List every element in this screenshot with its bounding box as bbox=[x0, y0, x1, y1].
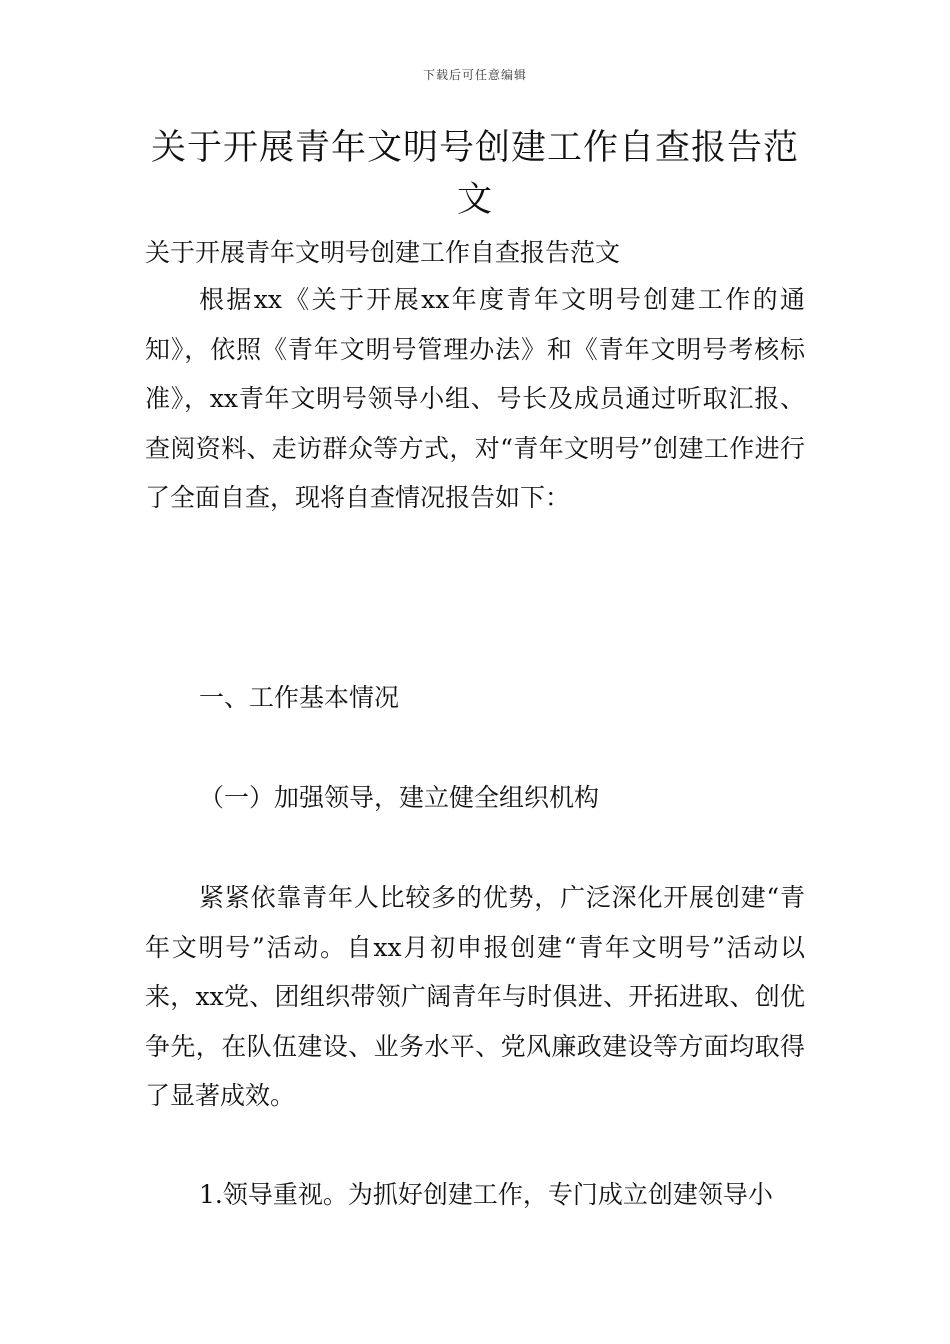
subsection-heading: （一）加强领导，建立健全组织机构 bbox=[199, 783, 600, 812]
section-heading: 一、工作基本情况 bbox=[199, 683, 400, 712]
intro-paragraph: 根据xx《关于开展xx年度青年文明号创建工作的通知》，依照《青年文明号管理办法》和《青年文明号考核标准》，xx青年文明号领导小组、号长及成员通过听取汇报、查阅资料、走访群众等方式，对“青年文明号”创建工作进行了全面自查，现将自查情况报告如下： bbox=[145, 285, 805, 512]
header-note: 下载后可任意编辑 bbox=[422, 68, 527, 82]
document-subtitle: 关于开展青年文明号创建工作自查报告范文 bbox=[145, 238, 621, 267]
list-item-paragraph: 1.领导重视。为抓好创建工作，专门成立创建领导小 bbox=[199, 1180, 773, 1209]
document-title: 关于开展青年文明号创建工作自查报告范文 bbox=[150, 128, 799, 220]
body-paragraph: 紧紧依靠青年人比较多的优势，广泛深化开展创建“青年文明号”活动。自xx月初申报创建“青年文明号”活动以来，xx党、团组织带领广阔青年与时俱进、开拓进取、创优争先，在队伍建设、业务水平、党风廉政建设等方面均取得了显著成效。 bbox=[145, 883, 805, 1110]
